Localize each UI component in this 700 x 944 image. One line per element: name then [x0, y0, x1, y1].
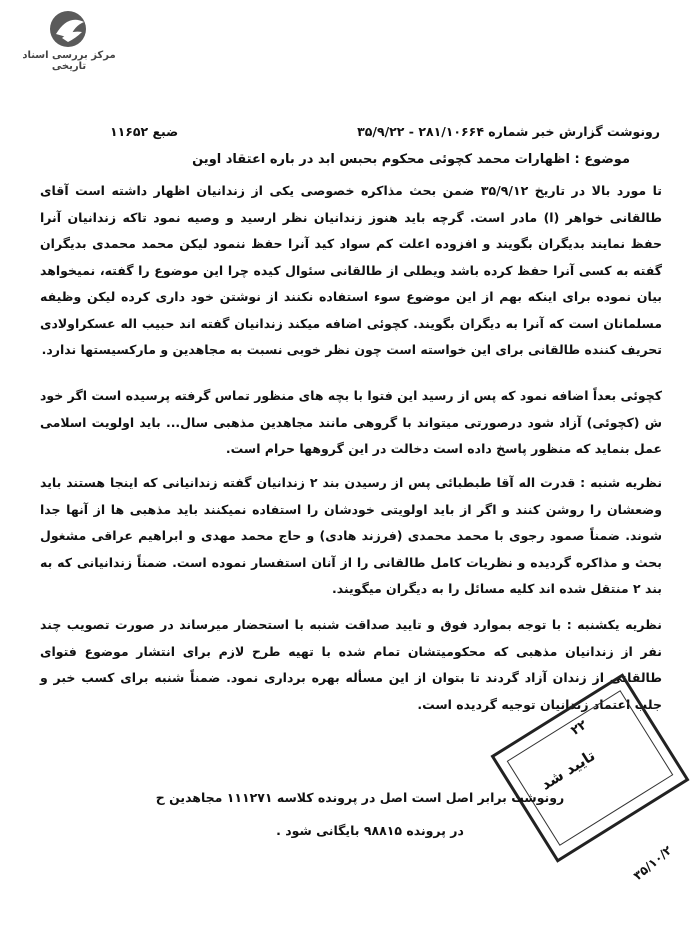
paragraph-2: کچوئی بعداً اضافه نمود که پس از رسید این فتوا با بچه های منظور تماس گرفته پرسیده است اگر خود ش (کچوئی) آزاد شود درصورتی میتواند با گروهی مانند مجاهدین مذهبی سال... باید اولویت اسلامی عمل بنماید که منظور پاسخ داده است دخالت در این گروهها حرام است.: [40, 388, 662, 456]
archive-logo: [14, 8, 124, 72]
paragraph-3: نظریه شنبه : قدرت اله آقا طبطبائی پس از رسیدن بند ۲ زندانیان گفته زندانیانی که اینجا هستند باید وضعشان را روشن کنند و اگر از باید اولویتی خودشان را استفاده نمیکنند باید مذهبی ها از آنها جدا شوند. ضمناً صمود رجوی با محمد محمدی (فرزند هادی) و حاج محمد مهدی و ابراهیم عراقی مشغول بحث و مذاکره گردیده و نظریات کامل طالقانی را از آنان استفسار نموده است. ضمناً زندانیانی که به بند ۲ منتقل شده اند کلیه مسائل را به دیگران میگویند.: [40, 475, 663, 596]
report-number: رونوشت گزارش خبر شماره ۲۸۱/۱۰۶۶۴ - ۳۵/۹/۲۲: [357, 124, 660, 139]
stamp-text: تایید شد: [537, 746, 599, 794]
paragraph-4: نظریه یکشنبه : با توجه بموارد فوق و تایید صداقت شنبه با استحضار میرساند در صورت تصویب چند نفر از زندانیان مذهبی که محکومیتشان تمام شده با تهیه طرح لازم برای انتشار موضوع فتوای طالقانی از زندان آزاد گردند تا بتوان از این مسأله بهره برداری نمود. ضمناً شنبه برای کسب خبر و جلب اعتماد زندانیان توجیه گردیده است.: [40, 617, 662, 712]
report-header: [60, 124, 660, 142]
subject-code: ضبع ۱۱۶۵۲: [110, 124, 179, 139]
paragraph-1: تا مورد بالا در تاریخ ۳۵/۹/۱۲ ضمن بحث مذاکره خصوصی یکی از زندانیان اظهار داشته است آقای طالقانی خواهر (ا) مادر است. گرچه باید هنوز زندانیان نظر ارسید و وصیه نمود تاکه زندانیان آنرا حفظ نمایند بدیگران بگویند و افزوده اعلت کم سواد کید آنرا حفظ ننمود لیکن محمد محمدی بدیگران گفته به کسی آنرا حفظ کرده باشد ویطلی از طالقانی سئوال کیده چرا این موضوع را گفته، نمیخواهد بیان نموده برای اینکه بهم از این موضوع سوء استفاده نکنند از نوشتن خود داری کرده لیکن وظیفه مسلمانان است که آنرا به دیگران بگویند. کچوئی اضافه میکند زندانیان گفته اند حبیب اله عسکراولادی تحریف کننده طالقانی برای این خواسته است چون نظر خوبی نسبت به مجاهدین و مارکسیستها ندارد.: [40, 183, 662, 357]
corner-date: ۳۵/۱۰/۲: [630, 843, 675, 883]
footer-copy-note: رونوشت برابر اصل است اصل در پرونده کلاسه ۱۱۱۲۷۱ مجاهدین ح: [155, 790, 565, 805]
logo-caption: مرکز بررسی اسناد تاریخی: [22, 50, 116, 72]
archive-emblem-icon: [44, 8, 94, 50]
stamp-number: ۲۲: [568, 717, 590, 739]
document-subject: موضوع : اظهارات محمد کچوئی محکوم بحبس ابد در باره اعتقاد اوین: [192, 152, 630, 167]
footer-archive-note: در پرونده ۹۸۸۱۵ بایگانی شود .: [276, 823, 464, 838]
